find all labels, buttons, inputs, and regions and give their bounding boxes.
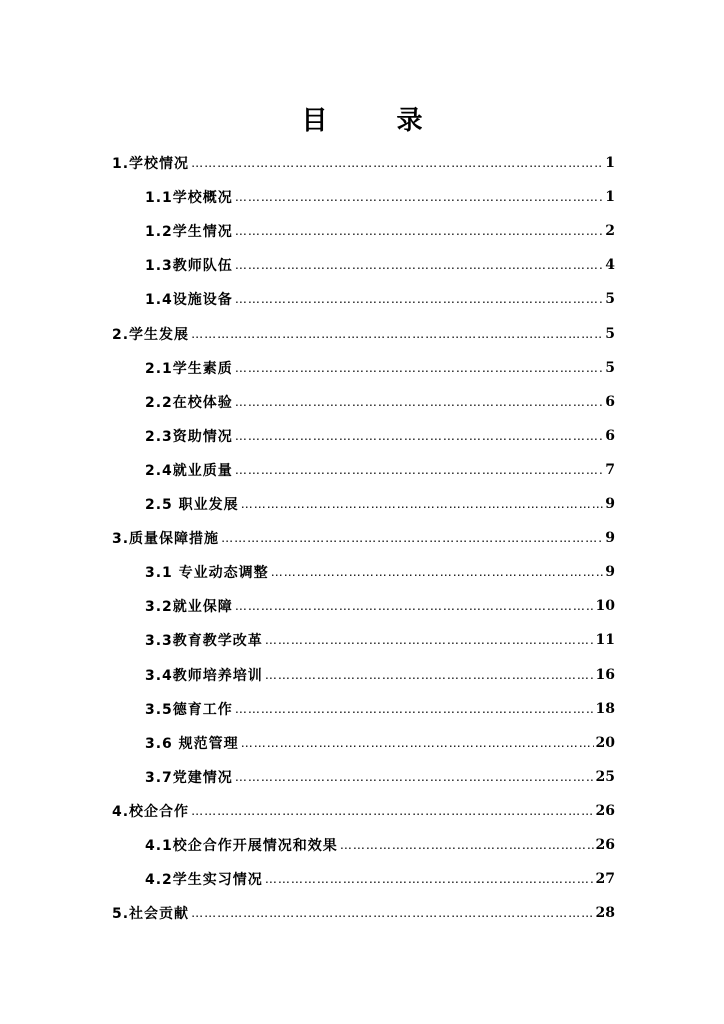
toc-entry-label: 2.学生发展 [112,326,190,343]
toc-dot-leader [235,429,603,443]
toc-entry[interactable] [145,625,615,655]
toc-entry-label: 2.2在校体验 [145,394,233,411]
toc-entry-page-number: 28 [595,905,615,922]
toc-entry[interactable] [145,762,615,792]
toc-entry[interactable] [145,250,615,280]
toc-entry-page-number: 6 [605,393,615,410]
toc-entry-label: 4.1校企合作开展情况和效果 [145,838,338,854]
toc-dot-leader [265,633,594,647]
toc-dot-leader [241,736,594,750]
toc-entry-label: 3.2就业保障 [145,599,233,616]
toc-entry-label: 2.1学生素质 [145,360,233,377]
toc-dot-leader [340,838,594,852]
toc-entry-page-number: 7 [605,461,615,478]
toc-entry-label: 4.校企合作 [112,803,190,820]
toc-entry[interactable] [112,796,615,826]
toc-dot-leader [221,531,603,545]
toc-dot-leader [235,224,603,238]
toc-entry-page-number: 5 [605,291,615,308]
toc-entry[interactable] [145,557,615,587]
toc-dot-leader [235,361,603,375]
toc-entry[interactable] [145,182,615,212]
toc-entry-page-number: 26 [595,802,615,819]
toc-entry-page-number: 1 [605,155,615,171]
toc-dot-leader [191,804,593,818]
toc-entry[interactable] [145,694,615,724]
toc-entry-label: 1.1学校概况 [145,190,233,207]
toc-entry-page-number: 11 [595,632,615,649]
toc-entry-page-number: 2 [605,223,615,240]
toc-entry-label: 3.3教育教学改革 [145,633,263,650]
toc-dot-leader [241,497,604,511]
toc-entry-label: 4.2学生实习情况 [145,872,263,889]
toc-entry[interactable] [145,216,615,246]
toc-dot-leader [191,327,603,341]
toc-entry-page-number: 20 [595,734,615,751]
toc-entry-page-number: 27 [595,871,615,888]
toc-entry[interactable] [145,387,615,417]
toc-entry-page-number: 26 [595,837,615,853]
toc-entry-label: 3.质量保障措施 [112,531,220,548]
toc-entry[interactable] [145,284,615,314]
toc-entry-page-number: 4 [605,257,615,274]
toc-dot-leader [191,156,603,170]
toc-dot-leader [235,702,594,716]
toc-entry-page-number: 9 [605,530,615,547]
toc-entry-label: 3.7党建情况 [145,769,233,786]
toc-entry-page-number: 5 [605,359,615,376]
toc-entry[interactable] [145,864,615,894]
toc-entry-label: 3.4教师培养培训 [145,667,263,684]
toc-entry-label: 1.3教师队伍 [145,258,233,275]
toc-dot-leader [235,395,603,409]
toc-entry[interactable] [112,319,615,349]
toc-entry-page-number: 16 [595,666,615,683]
toc-entry[interactable] [145,830,615,860]
toc-entry-page-number: 25 [595,768,615,785]
toc-entry[interactable] [112,148,615,178]
toc-entry[interactable] [145,660,615,690]
toc-entry[interactable] [145,489,615,519]
toc-dot-leader [265,668,594,682]
toc-entry-page-number: 6 [605,427,615,444]
toc-title: 目 录 [301,106,453,136]
toc-entry[interactable] [112,898,615,928]
toc-dot-leader [235,770,594,784]
toc-entry-label: 1.学校情况 [112,156,190,172]
toc-entry-label: 2.5 职业发展 [145,497,239,513]
toc-entry-page-number: 9 [605,496,615,512]
toc-entry[interactable] [112,523,615,553]
toc-dot-leader [235,599,594,613]
toc-dot-leader [235,292,603,306]
toc-entry-label: 2.3资助情况 [145,428,233,445]
toc-dot-leader [235,258,603,272]
toc-entry[interactable] [145,421,615,451]
toc-dot-leader [235,463,603,477]
toc-dot-leader [191,906,593,920]
toc-entry[interactable] [145,455,615,485]
toc-entry-page-number: 1 [605,189,615,206]
toc-dot-leader [271,565,604,579]
toc-dot-leader [235,190,603,204]
toc-entry-label: 3.6 规范管理 [145,735,239,752]
toc-entry[interactable] [145,353,615,383]
toc-entry-label: 1.2学生情况 [145,224,233,241]
toc-entry-label: 5.社会贡献 [112,906,190,923]
toc-entry-page-number: 10 [595,598,615,615]
toc-dot-leader [265,872,594,886]
toc-entry-label: 1.4设施设备 [145,292,233,309]
toc-entry-page-number: 5 [605,325,615,342]
toc-entry[interactable] [145,591,615,621]
toc-entry-label: 3.1 专业动态调整 [145,565,269,582]
toc-entry-page-number: 18 [595,700,615,717]
toc-entry-page-number: 9 [605,564,615,581]
toc-entry[interactable] [145,728,615,758]
toc-entry-label: 2.4就业质量 [145,462,233,479]
toc-entry-label: 3.5德育工作 [145,701,233,718]
